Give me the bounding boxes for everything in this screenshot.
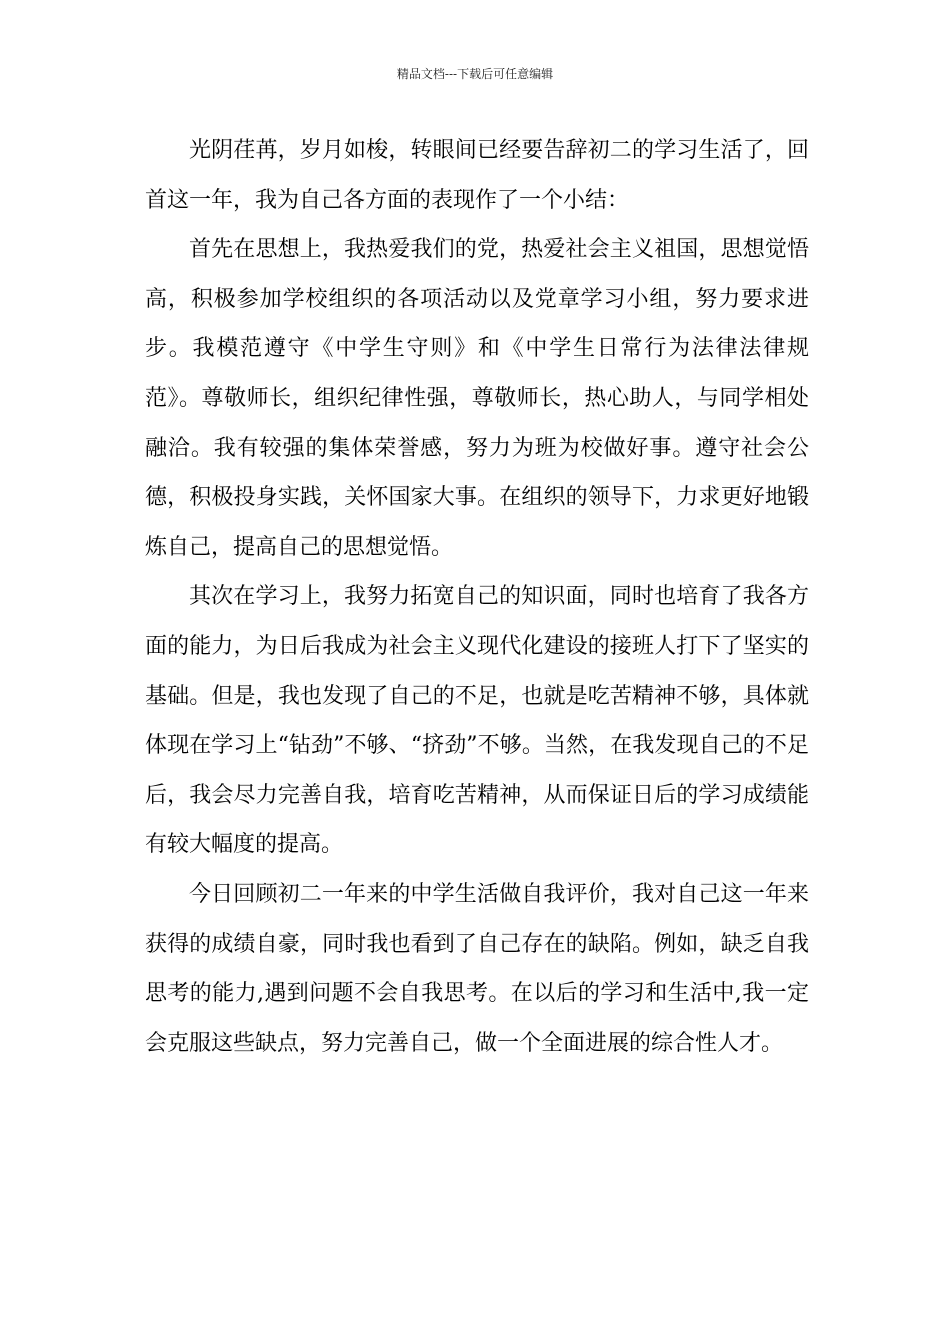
paragraph-intro: 光阴荏苒，岁月如梭，转眼间已经要告辞初二的学习生活了，回首这一年，我为自己各方面的表现作了一个小结： bbox=[145, 138, 809, 213]
page-header: 精品文档---下载后可任意编辑 bbox=[396, 67, 554, 81]
paragraph-self-evaluation: 今日回顾初二一年来的中学生活做自我评价，我对自己这一年来获得的成绩自豪，同时我也看到了自己存在的缺陷。例如，缺乏自我思考的能力,遇到问题不会自我思考。在以后的学习和生活中,我一定会克服这些缺点，努力完善自己，做一个全面进展的综合性人才。 bbox=[145, 881, 809, 1056]
paragraph-study: 其次在学习上，我努力拓宽自己的知识面，同时也培育了我各方面的能力，为日后我成为社会主义现代化建设的接班人打下了坚实的基础。但是，我也发现了自己的不足，也就是吃苦精神不够，具体就体现在学习上“钻劲”不够、“挤劲”不够。当然，在我发现自己的不足后，我会尽力完善自我，培育吃苦精神，从而保证日后的学习成绩能有较大幅度的提高。 bbox=[145, 584, 809, 858]
document-body bbox=[145, 126, 809, 1068]
paragraph-thought: 首先在思想上，我热爱我们的党，热爱社会主义祖国，思想觉悟高，积极参加学校组织的各项活动以及党章学习小组，努力要求进步。我模范遵守《中学生守则》和《中学生日常行为法律法律规范》。尊敬师长，组织纪律性强，尊敬师长，热心助人，与同学相处融洽。我有较强的集体荣誉感，努力为班为校做好事。遵守社会公德，积极投身实践，关怀国家大事。在组织的领导下，力求更好地锻炼自己，提高自己的思想觉悟。 bbox=[145, 237, 809, 560]
